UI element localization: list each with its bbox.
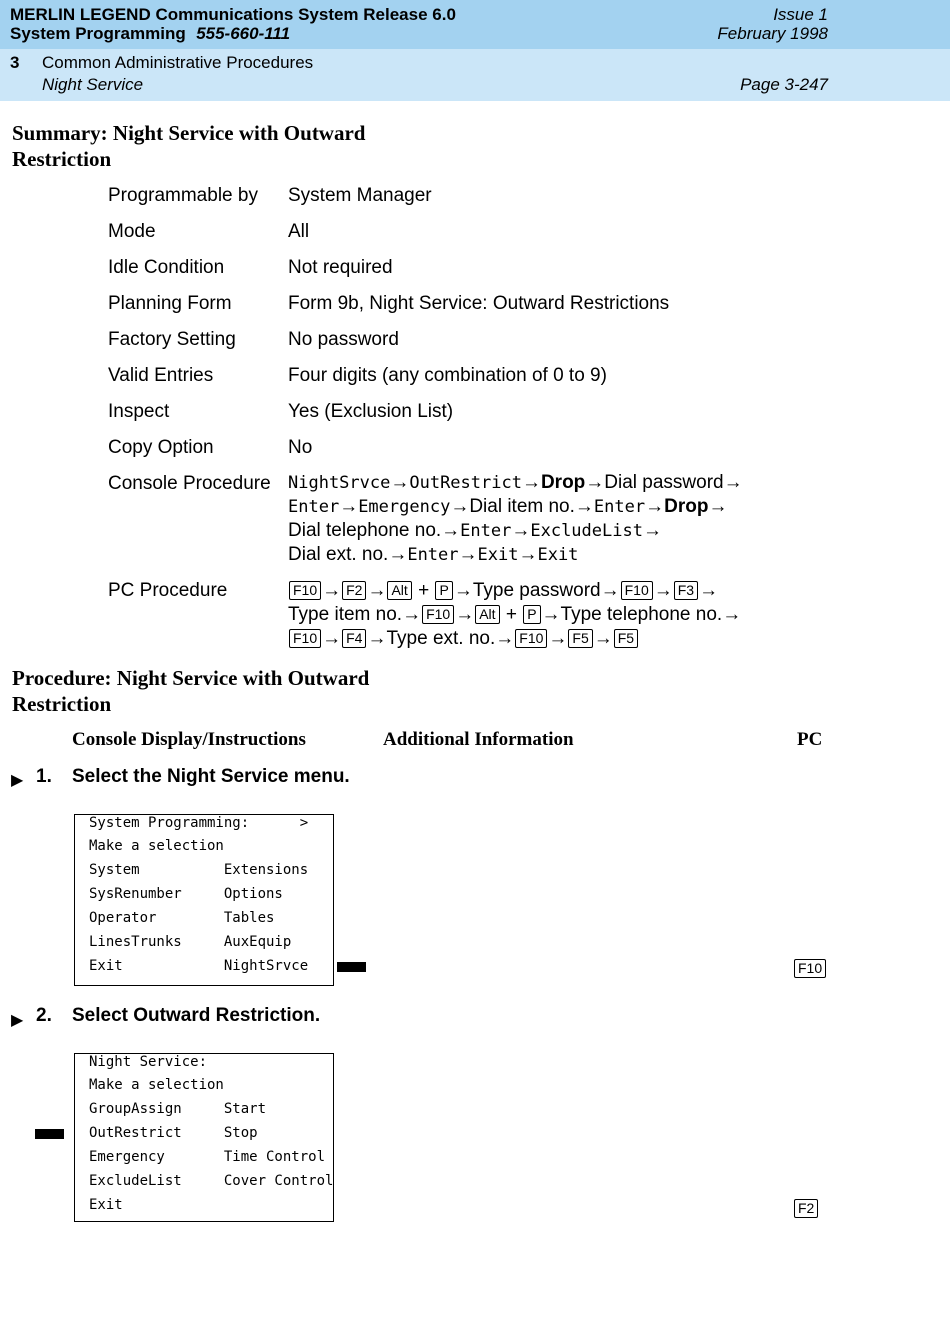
product-title: MERLIN LEGEND Communications System Release 6.0	[10, 5, 456, 24]
summary-label: Idle Condition	[108, 257, 225, 278]
summary-value: Yes (Exclusion List)	[288, 401, 454, 422]
display-line: Make a selection	[89, 838, 224, 854]
display-line: Night Service:	[89, 1054, 208, 1070]
console-display	[74, 814, 334, 986]
step-title: Select Outward Restriction.	[72, 1005, 321, 1026]
step-arrow-icon: ▶	[11, 1012, 24, 1029]
f10-key-icon: F10	[794, 959, 826, 978]
summary-value: Not required	[288, 257, 393, 278]
console-line: Dial telephone no.→Enter→ExcludeList→	[288, 520, 662, 541]
f3-key-icon: F3	[674, 581, 698, 600]
console-line: Dial ext. no.→Enter→Exit→Exit	[288, 544, 579, 565]
pc-procedure	[288, 579, 741, 651]
summary-label: Inspect	[108, 401, 170, 422]
display-line: Exit	[89, 1197, 123, 1213]
display-line: Operator Tables	[89, 910, 275, 926]
step-number: 2.	[36, 1005, 52, 1026]
pc-key-step2	[793, 1199, 819, 1218]
column-header-info: Additional Information	[383, 729, 574, 750]
display-line: SysRenumber Options	[89, 886, 283, 902]
f4-key-icon: F4	[342, 629, 366, 648]
display-line: System Programming: >	[89, 815, 309, 831]
step-number: 1.	[36, 766, 52, 787]
pc-line: Type item no.→ F10 → Alt + P →Type telephone no.→	[288, 604, 742, 625]
f5-key-icon: F5	[614, 629, 638, 648]
display-line: ExcludeList Cover Control	[89, 1173, 334, 1189]
display-line: GroupAssign Start	[89, 1101, 267, 1117]
summary-label: Copy Option	[108, 437, 214, 458]
chapter-number: 3	[10, 53, 20, 72]
display-line: Emergency Time Control	[89, 1149, 326, 1165]
console-line: NightSrvce→OutRestrict→Drop→Dial password→	[288, 472, 743, 493]
display-line: Exit NightSrvce	[89, 958, 309, 974]
pc-line: F10 → F4 →Type ext. no.→ F10 → F5 → F5	[288, 627, 741, 651]
alt-key-icon: Alt	[387, 581, 411, 600]
doc-title-line	[10, 24, 290, 44]
selection-marker	[35, 1129, 64, 1139]
pc-procedure-label: PC Procedure	[108, 580, 228, 601]
p-key-icon: P	[435, 581, 452, 600]
summary-heading: Summary: Night Service with Outward Restriction	[12, 121, 366, 171]
f10-key-icon: F10	[515, 629, 547, 648]
pc-key-step1	[793, 959, 827, 978]
summary-value: No	[288, 437, 313, 458]
doc-date: February 1998	[717, 24, 828, 43]
summary-value: Form 9b, Night Service: Outward Restrictions	[288, 293, 670, 314]
section-title: Night Service	[42, 75, 144, 94]
column-header-console: Console Display/Instructions	[72, 729, 306, 750]
summary-label: Mode	[108, 221, 156, 242]
f2-key-icon: F2	[794, 1199, 818, 1218]
procedure-heading: Procedure: Night Service with Outward Restriction	[12, 666, 370, 716]
alt-key-icon: Alt	[475, 605, 499, 624]
summary-label: Programmable by	[108, 185, 258, 206]
column-header-pc: PC	[797, 729, 823, 750]
display-line: Make a selection	[89, 1077, 224, 1093]
f10-key-icon: F10	[621, 581, 653, 600]
p-key-icon: P	[523, 605, 540, 624]
summary-label: Valid Entries	[108, 365, 214, 386]
step-arrow-icon: ▶	[11, 772, 24, 789]
summary-value: System Manager	[288, 185, 432, 206]
display-line: OutRestrict Stop	[89, 1125, 258, 1141]
summary-value: Four digits (any combination of 0 to 9)	[288, 365, 607, 386]
step-title: Select the Night Service menu.	[72, 766, 350, 787]
chapter-title: Common Administrative Procedures	[42, 53, 314, 72]
console-procedure-label: Console Procedure	[108, 473, 271, 494]
f10-key-icon: F10	[422, 605, 454, 624]
f5-key-icon: F5	[568, 629, 592, 648]
doc-title: System Programming	[10, 24, 186, 43]
console-procedure	[288, 471, 743, 567]
doc-number: 555-660-111	[196, 24, 291, 43]
pc-line: F10 → F2 → Alt + P →Type password→ F10 → F3 →	[288, 579, 741, 603]
page-number: Page 3-247	[740, 75, 828, 94]
f10-key-icon: F10	[289, 629, 321, 648]
display-line: LinesTrunks AuxEquip	[89, 934, 292, 950]
f2-key-icon: F2	[342, 581, 366, 600]
selection-marker	[337, 962, 366, 972]
f10-key-icon: F10	[289, 581, 321, 600]
summary-label: Planning Form	[108, 293, 232, 314]
console-line: Enter→Emergency→Dial item no.→Enter→Drop→	[288, 496, 728, 517]
summary-label: Factory Setting	[108, 329, 236, 350]
summary-value: No password	[288, 329, 399, 350]
console-display	[74, 1053, 334, 1222]
summary-value: All	[288, 221, 310, 242]
issue-label: Issue 1	[773, 5, 828, 24]
display-line: System Extensions	[89, 862, 309, 878]
